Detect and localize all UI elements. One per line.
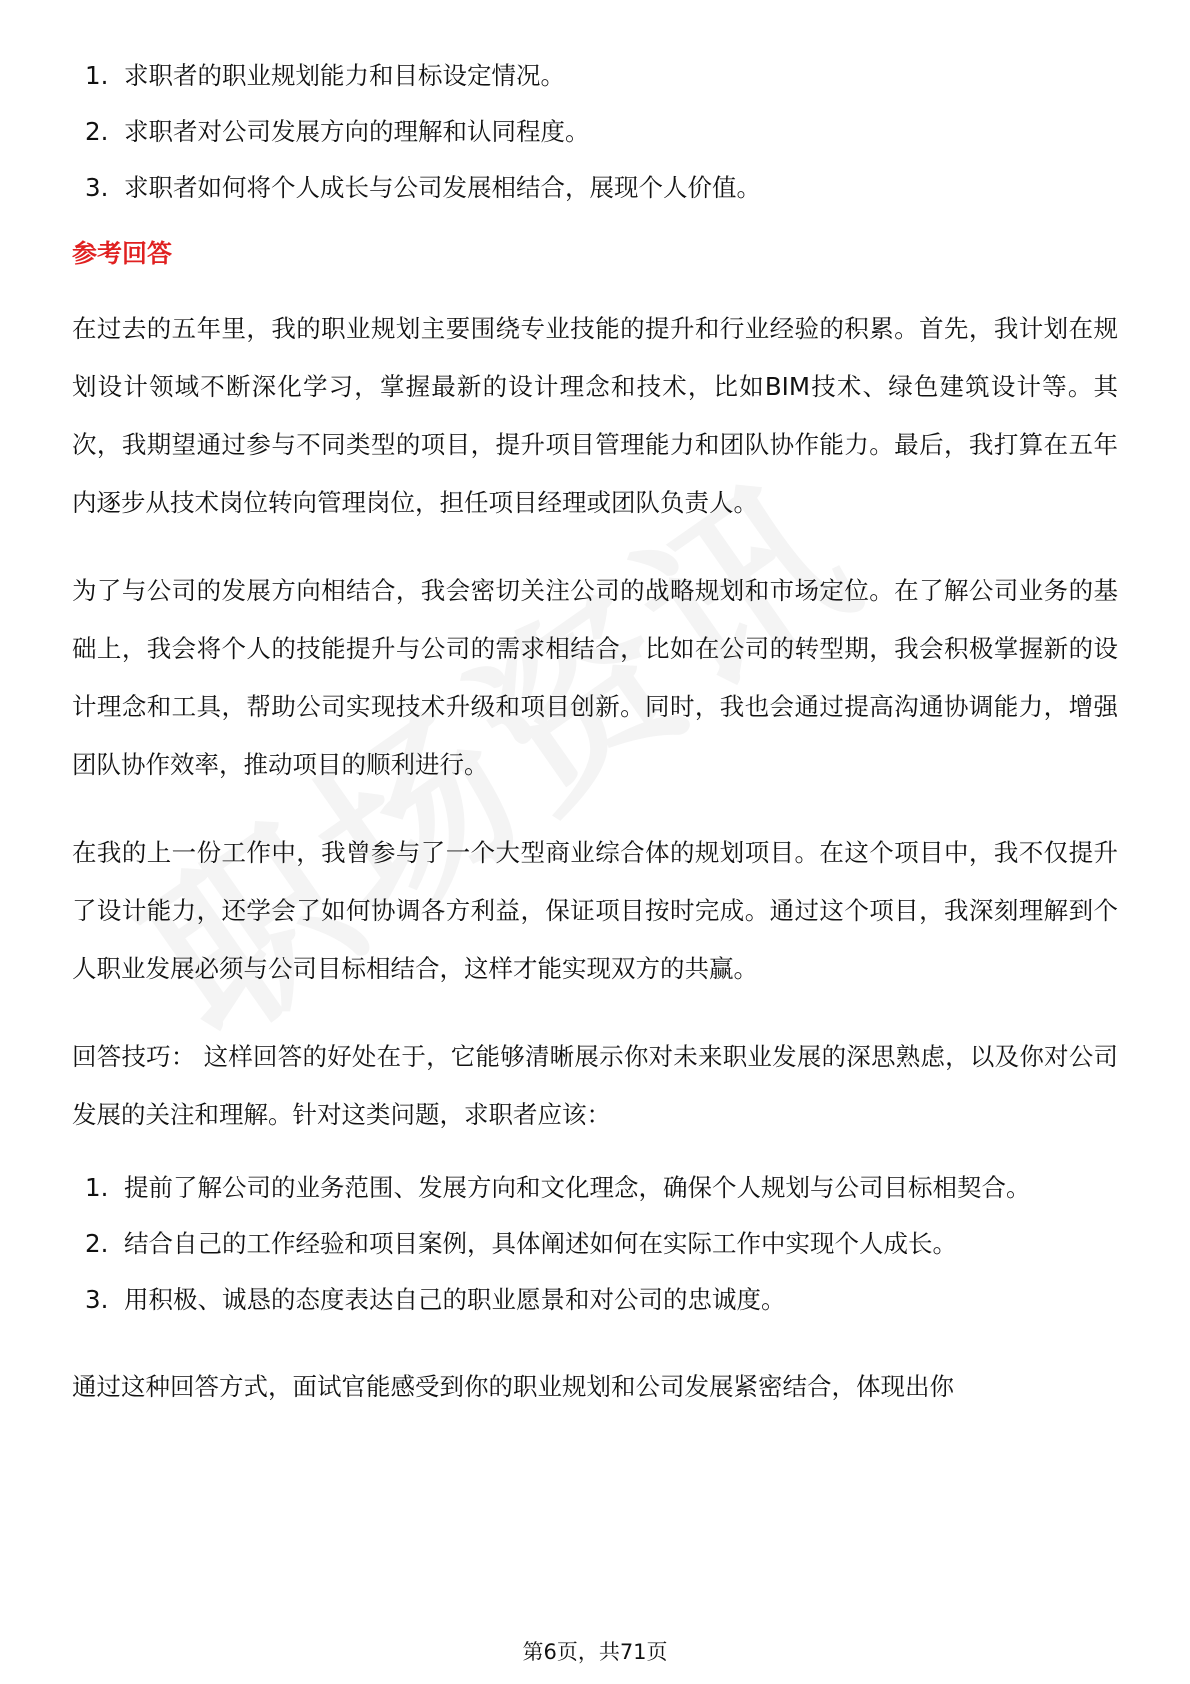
list-number: 3. — [85, 173, 109, 202]
list-item — [72, 160, 1118, 216]
intro-list — [72, 48, 1118, 216]
list-item — [72, 1160, 1118, 1216]
list-number: 1. — [85, 61, 109, 90]
list-item — [72, 104, 1118, 160]
paragraph: 在我的上一份工作中，我曾参与了一个大型商业综合体的规划项目。在这个项目中，我不仅提升了设计能力，还学会了如何协调各方利益，保证项目按时完成。通过这个项目，我深刻理解到个人职业发展必须与公司目标相结合，这样才能实现双方的共赢。 — [72, 838, 1118, 983]
list-number: 2. — [85, 1229, 109, 1258]
list-number: 2. — [85, 117, 109, 146]
list-number: 3. — [85, 1285, 109, 1314]
page-number: 第6页，共71页 — [522, 1640, 668, 1664]
section-title: 参考回答 — [72, 239, 173, 268]
list-text: 求职者的职业规划能力和目标设定情况。 — [124, 61, 565, 90]
tips-paragraph: 回答技巧： 这样回答的好处在于，它能够清晰展示你对未来职业发展的深思熟虑，以及你对公司发展的关注和理解。针对这类问题，求职者应该： — [72, 1042, 1118, 1129]
paragraph: 在过去的五年里，我的职业规划主要围绕专业技能的提升和行业经验的积累。首先，我计划在规划设计领域不断深化学习，掌握最新的设计理念和技术，比如BIM技术、绿色建筑设计等。其次，我期望通过参与不同类型的项目，提升项目管理能力和团队协作能力。最后，我打算在五年内逐步从技术岗位转向管理岗位，担任项目经理或团队负责人。 — [72, 314, 1118, 517]
tips-list — [72, 1160, 1118, 1328]
list-text: 求职者对公司发展方向的理解和认同程度。 — [124, 117, 590, 146]
list-item — [72, 48, 1118, 104]
paragraph: 为了与公司的发展方向相结合，我会密切关注公司的战略规划和市场定位。在了解公司业务的基础上，我会将个人的技能提升与公司的需求相结合，比如在公司的转型期，我会积极掌握新的设计理念和工具，帮助公司实现技术升级和项目创新。同时，我也会通过提高沟通协调能力，增强团队协作效率，推动项目的顺利进行。 — [72, 576, 1118, 779]
list-text: 用积极、诚恳的态度表达自己的职业愿景和对公司的忠诚度。 — [124, 1285, 786, 1314]
list-item — [72, 1216, 1118, 1272]
list-item — [72, 1272, 1118, 1328]
list-text: 结合自己的工作经验和项目案例，具体阐述如何在实际工作中实现个人成长。 — [124, 1229, 957, 1258]
list-number: 1. — [85, 1173, 109, 1202]
document-body — [72, 48, 1118, 1416]
closing-paragraph: 通过这种回答方式，面试官能感受到你的职业规划和公司发展紧密结合，体现出你 — [72, 1372, 954, 1401]
list-text: 求职者如何将个人成长与公司发展相结合，展现个人价值。 — [124, 173, 761, 202]
list-text: 提前了解公司的业务范围、发展方向和文化理念，确保个人规划与公司目标相契合。 — [124, 1173, 1031, 1202]
